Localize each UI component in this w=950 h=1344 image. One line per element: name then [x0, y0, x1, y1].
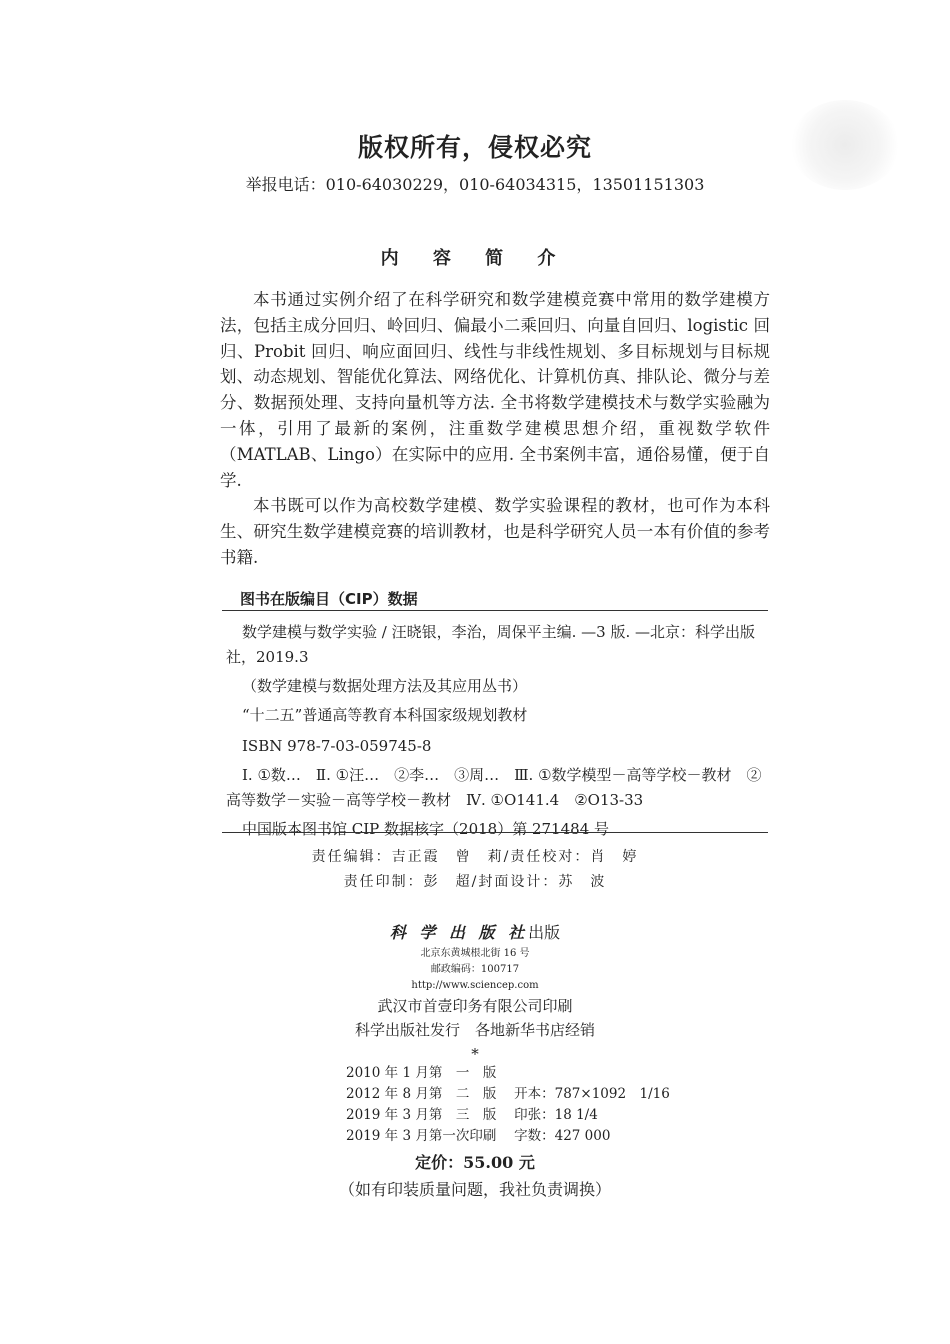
intro-paragraph: 本书通过实例介绍了在科学研究和数学建模竞赛中常用的数学建模方法，包括主成分回归、岭回归、偏最小二乘回归、向量自回归、logistic 回归、Probit 回归、响应面回归、线性与非线性规划、多目标规划与目标规划、动态规划、智能优化算法、网络优化、计算机仿真、排队论、微分与差分、数据预处理、支持向量机等方法. 全书将数学建模技术与数学实验融为一体，引用了最新的案例，注重数学建模思想介绍，重视数学软件（MATLAB、Lingo）在实际中的应用. 全书案例丰富，通俗易懂，便于自学.: [220, 290, 770, 490]
cip-line: （数学建模与数据处理方法及其应用丛书）: [242, 677, 528, 695]
distribution: 科学出版社发行 各地新华书店经销: [354, 1021, 595, 1039]
intro-paragraph: 本书既可以作为高校数学建模、数学实验课程的教材，也可作为本科生、研究生数学建模竞赛的培训教材，也是科学研究人员一本有价值的参考书籍.: [220, 496, 770, 567]
staff-credits: [0, 845, 950, 895]
publisher-address: 北京东黄城根北街 16 号: [420, 948, 530, 959]
copyright-title: 版权所有，侵权必究: [357, 133, 592, 162]
divider: [222, 610, 768, 611]
cip-line: Ⅰ. ①数… Ⅱ. ①汪… ②李… ③周… Ⅲ. ①数学模型－高等学校－教材 ②高等数学－实验－高等学校－教材 Ⅳ. ①O141.4 ②O13-33: [226, 766, 762, 809]
staff-line: 责任编辑：吉正霞 曾 莉/责任校对：肖 婷: [311, 849, 639, 865]
cip-data: [226, 620, 770, 846]
publisher-name: 科 学 出 版 社: [389, 923, 529, 942]
quality-note: （如有印装质量问题，我社负责调换）: [338, 1180, 611, 1199]
edition-row: 2010 年 1 月第 一 版: [346, 1065, 497, 1081]
edition-row: 2019 年 3 月第 三 版 印张：18 1/4: [346, 1107, 598, 1123]
staff-line: 责任印制：彭 超/封面设计：苏 波: [343, 874, 607, 890]
cip-line: “十二五”普通高等教育本科国家级规划教材: [242, 706, 528, 724]
cip-line: ISBN 978-7-03-059745-8: [242, 737, 432, 755]
printer: 武汉市首壹印务有限公司印刷: [377, 997, 573, 1015]
cip-heading: 图书在版编目（CIP）数据: [240, 590, 418, 608]
publisher-suffix: 出版: [528, 923, 561, 942]
edition-row: 2012 年 8 月第 二 版 开本：787×1092 1/16: [346, 1086, 670, 1102]
divider: [222, 832, 768, 833]
cip-line: 中国版本图书馆 CIP 数据核字（2018）第 271484 号: [242, 820, 610, 838]
edition-info: [346, 1063, 670, 1147]
price: 定价：55.00 元: [415, 1153, 535, 1172]
publisher-url: http://www.sciencep.com: [411, 980, 539, 991]
intro-body: [220, 287, 770, 571]
cip-line: 数学建模与数学实验 / 汪晓银，李治，周保平主编. —3 版. —北京：科学出版社，2019.3: [226, 623, 755, 666]
edition-row: 2019 年 3 月第一次印刷 字数：427 000: [346, 1128, 611, 1144]
publisher-postcode: 邮政编码：100717: [430, 964, 520, 975]
intro-heading: 内 容 简 介: [380, 248, 570, 269]
publisher-info: [0, 920, 950, 1066]
report-phone: 举报电话：010-64030229，010-64034315，13501151303: [245, 175, 705, 194]
separator: *: [471, 1045, 479, 1063]
